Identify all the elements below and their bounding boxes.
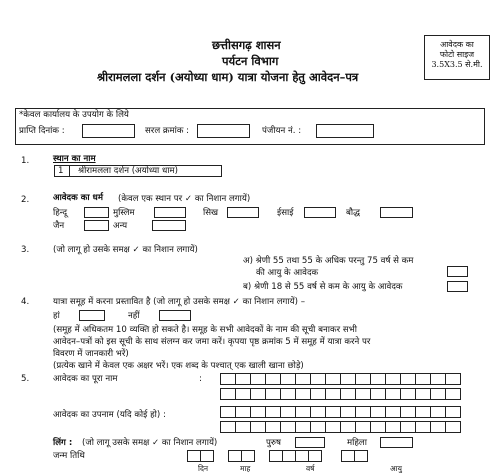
age-category-a-checkbox[interactable] xyxy=(447,266,468,277)
dob-day-label: दिन xyxy=(198,464,209,473)
char-box[interactable] xyxy=(340,388,356,400)
char-box[interactable] xyxy=(220,373,236,385)
age-box[interactable] xyxy=(341,450,355,462)
gender-male-label: पुरुष xyxy=(266,438,281,448)
group-note-line-1: (समूह में अधिकतम 10 व्यक्ति हो सकते है। समूह के सभी आवेदकों के नाम की सूची बनाकर सभी xyxy=(53,325,357,335)
q1-title: स्थान का नाम xyxy=(53,154,96,164)
char-box[interactable] xyxy=(265,373,281,385)
religion-muslim-checkbox[interactable] xyxy=(154,207,186,218)
q5-number: 5. xyxy=(21,374,30,384)
q2-title: आवेदक का धर्म xyxy=(53,193,103,203)
q2-instruction: (केवल एक स्थान पर ✓ का निशान लगायें) xyxy=(118,194,251,204)
dob-grid[interactable] xyxy=(187,450,367,462)
religion-sikh-checkbox[interactable] xyxy=(227,207,259,218)
char-box[interactable] xyxy=(340,406,356,418)
dob-day-box[interactable] xyxy=(187,450,201,462)
char-box[interactable] xyxy=(355,421,371,433)
form-title: श्रीरामलला दर्शन (अयोध्या धाम) यात्रा योजना हेतु आवेदन–पत्र xyxy=(97,70,359,84)
receipt-date-label: प्राप्ति दिनांक : xyxy=(19,126,65,136)
serial-no-label: सरल क्रमांक : xyxy=(145,126,190,136)
religion-buddhist-label: बौद्ध xyxy=(346,208,360,218)
religion-jain-checkbox[interactable] xyxy=(84,220,109,231)
char-box[interactable] xyxy=(370,406,386,418)
char-box[interactable] xyxy=(355,388,371,400)
dob-year-box[interactable] xyxy=(269,450,283,462)
photo-box-line-3: 3.5X3.5 से.मी. xyxy=(431,60,483,69)
gender-female-label: महिला xyxy=(347,438,367,448)
char-box[interactable] xyxy=(325,406,341,418)
char-box[interactable] xyxy=(340,373,356,385)
char-box[interactable] xyxy=(445,373,461,385)
char-box[interactable] xyxy=(400,406,416,418)
char-box[interactable] xyxy=(430,373,446,385)
char-box[interactable] xyxy=(310,373,326,385)
char-box[interactable] xyxy=(430,388,446,400)
char-box[interactable] xyxy=(325,421,341,433)
char-box[interactable] xyxy=(250,406,266,418)
char-box[interactable] xyxy=(250,388,266,400)
group-no-label: नहीं xyxy=(128,311,140,321)
age-category-a-line-1: अ) श्रेणी 55 तथा 55 के अधिक परन्तु 75 वर्ष से कम xyxy=(243,256,414,266)
dob-year-box[interactable] xyxy=(295,450,309,462)
registration-no-field[interactable] xyxy=(316,124,374,138)
char-box[interactable] xyxy=(235,388,251,400)
receipt-date-field[interactable] xyxy=(82,124,135,138)
group-yes-label: हां xyxy=(53,311,60,321)
char-box[interactable] xyxy=(310,388,326,400)
dob-month-label: माह xyxy=(240,464,251,473)
dob-year-box[interactable] xyxy=(308,450,322,462)
char-box[interactable] xyxy=(265,388,281,400)
full-name-grid-row-2[interactable] xyxy=(220,388,460,400)
char-box[interactable] xyxy=(370,421,386,433)
char-box[interactable] xyxy=(370,388,386,400)
char-box[interactable] xyxy=(265,421,281,433)
char-box[interactable] xyxy=(445,421,461,433)
photo-box-line-2: फोटो साइज xyxy=(439,50,475,59)
char-box[interactable] xyxy=(220,421,236,433)
char-box[interactable] xyxy=(385,421,401,433)
q4-number: 4. xyxy=(21,297,30,307)
age-category-b-label: ब) श्रेणी 18 से 55 वर्ष से कम के आयु के आवेदक xyxy=(243,282,403,292)
q1-number: 1. xyxy=(21,156,30,166)
religion-sikh-label: सिख xyxy=(203,208,219,218)
photo-box[interactable] xyxy=(424,35,490,80)
char-box[interactable] xyxy=(445,388,461,400)
religion-buddhist-checkbox[interactable] xyxy=(380,207,413,218)
header-line-1: छत्तीसगढ़ शासन xyxy=(212,38,281,52)
char-box[interactable] xyxy=(415,388,431,400)
char-box[interactable] xyxy=(385,373,401,385)
char-box[interactable] xyxy=(385,406,401,418)
serial-no-field[interactable] xyxy=(197,124,250,138)
char-box[interactable] xyxy=(355,406,371,418)
char-box[interactable] xyxy=(250,373,266,385)
registration-no-label: पंजीयन नं. : xyxy=(262,126,302,136)
group-no-checkbox[interactable] xyxy=(159,310,191,321)
char-box[interactable] xyxy=(400,373,416,385)
photo-box-line-1: आवेदक का xyxy=(440,40,474,49)
office-use-note: *केवल कार्यालय के उपयोग के लिये xyxy=(19,110,129,120)
surname-label: आवेदक का उपनाम (यदि कोई हो) : xyxy=(53,410,166,420)
religion-christian-label: ईसाई xyxy=(277,208,294,218)
full-name-colon: : xyxy=(199,374,202,384)
char-box[interactable] xyxy=(370,373,386,385)
q1-option-number: 1 xyxy=(58,166,64,176)
char-box[interactable] xyxy=(265,406,281,418)
age-category-b-checkbox[interactable] xyxy=(447,281,468,292)
fill-instruction: (प्रत्येक खाने में केवल एक अक्षर भरें। एक शब्द के पश्चात् एक खाली खाना छोड़े) xyxy=(53,361,304,371)
char-box[interactable] xyxy=(310,406,326,418)
dob-year-box[interactable] xyxy=(282,450,296,462)
dob-month-box[interactable] xyxy=(228,450,242,462)
char-box[interactable] xyxy=(325,373,341,385)
char-box[interactable] xyxy=(295,388,311,400)
group-note-line-3: विवरण में जानकारी भरें) xyxy=(53,349,129,359)
age-category-a-line-2: की आयु के आवेदक xyxy=(256,268,319,278)
char-box[interactable] xyxy=(340,421,356,433)
char-box[interactable] xyxy=(235,421,251,433)
surname-grid-row-1[interactable] xyxy=(220,406,460,418)
char-box[interactable] xyxy=(280,373,296,385)
char-box[interactable] xyxy=(430,406,446,418)
group-yes-checkbox[interactable] xyxy=(79,310,105,321)
religion-other-label: अन्य xyxy=(113,221,128,231)
char-box[interactable] xyxy=(295,406,311,418)
religion-muslim-label: मुस्लिम xyxy=(113,208,135,218)
gender-label: लिंग : xyxy=(53,438,73,448)
char-box[interactable] xyxy=(430,421,446,433)
header-line-2: पर्यटन विभाग xyxy=(222,54,279,68)
surname-grid-row-2[interactable] xyxy=(220,421,460,433)
religion-hindu-checkbox[interactable] xyxy=(84,207,109,218)
full-name-grid-row-1[interactable] xyxy=(220,373,460,385)
char-box[interactable] xyxy=(310,421,326,433)
q1-option-value: श्रीरामलला दर्शन (अयोध्या धाम) xyxy=(78,166,179,176)
dob-year-label: वर्ष xyxy=(306,464,315,473)
char-box[interactable] xyxy=(280,406,296,418)
q4-question: यात्रा समूह में करना प्रस्तावित है (जो लागू हो उसके समक्ष ✓ का निशान लगायें) – xyxy=(53,297,305,307)
char-box[interactable] xyxy=(295,421,311,433)
age-box[interactable] xyxy=(354,450,368,462)
char-box[interactable] xyxy=(400,388,416,400)
char-box[interactable] xyxy=(385,388,401,400)
char-box[interactable] xyxy=(235,406,251,418)
age-label: आयु xyxy=(390,464,403,473)
char-box[interactable] xyxy=(280,421,296,433)
q3-number: 3. xyxy=(21,245,30,255)
char-box[interactable] xyxy=(325,388,341,400)
char-box[interactable] xyxy=(415,406,431,418)
char-box[interactable] xyxy=(415,421,431,433)
religion-christian-checkbox[interactable] xyxy=(304,207,336,218)
group-note-line-2: आवेदन–पत्रों को इस सूची के साथ संलग्न कर जमा करें। कृपया पृष्ठ क्रमांक 5 में समूह में यात्रा करने पर xyxy=(53,337,371,347)
dob-day-box[interactable] xyxy=(200,450,214,462)
char-box[interactable] xyxy=(220,388,236,400)
q3-instruction: (जो लागू हो उसके समक्ष ✓ का निशान लगायें) xyxy=(53,245,198,255)
dob-month-box[interactable] xyxy=(241,450,255,462)
religion-hindu-label: हिन्दू xyxy=(53,208,68,218)
char-box[interactable] xyxy=(400,421,416,433)
char-box[interactable] xyxy=(355,373,371,385)
char-box[interactable] xyxy=(445,406,461,418)
q1-option-divider xyxy=(69,165,70,177)
dob-label: जन्म तिथि xyxy=(53,451,85,461)
gender-female-checkbox[interactable] xyxy=(380,437,413,448)
char-box[interactable] xyxy=(415,373,431,385)
char-box[interactable] xyxy=(280,388,296,400)
char-box[interactable] xyxy=(235,373,251,385)
religion-jain-label: जैन xyxy=(53,221,65,231)
q2-number: 2. xyxy=(21,195,30,205)
char-box[interactable] xyxy=(250,421,266,433)
gender-male-checkbox[interactable] xyxy=(295,437,325,448)
religion-other-checkbox[interactable] xyxy=(152,220,186,231)
char-box[interactable] xyxy=(295,373,311,385)
char-box[interactable] xyxy=(220,406,236,418)
full-name-label: आवेदक का पूरा नाम xyxy=(53,374,118,384)
gender-instruction: (जो लागू उसके समक्ष ✓ का निशान लगायें) xyxy=(82,438,218,448)
